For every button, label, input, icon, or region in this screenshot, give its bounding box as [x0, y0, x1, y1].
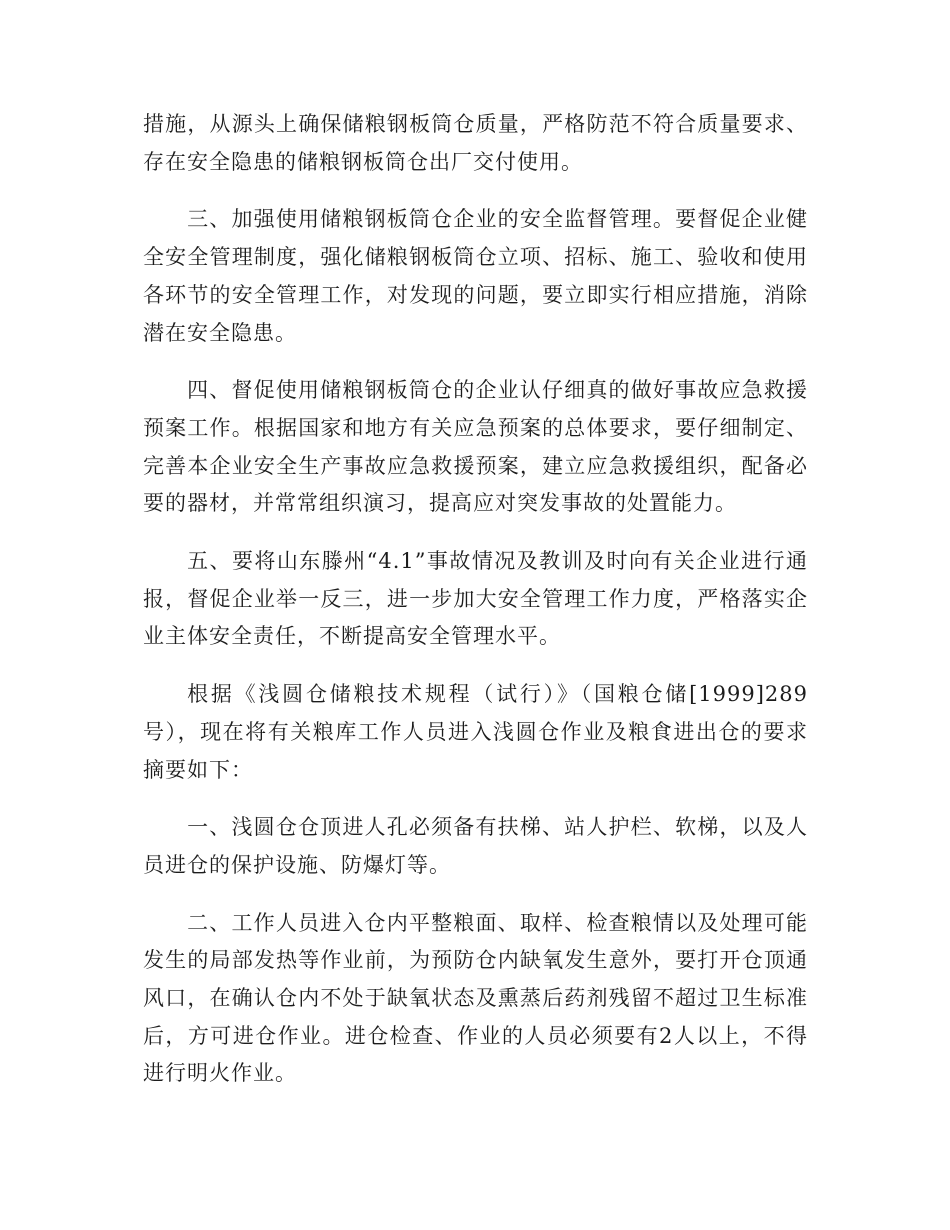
- paragraph-requirement-two: 二、工作人员进入仓内平整粮面、取样、检查粮情以及处理可能发生的局部发热等作业前，为预防仓内缺氧发生意外，要打开仓顶通风口，在确认仓内不处于缺氧状态及熏蒸后药剂残留不超过卫生标准后，方可进仓作业。进仓检查、作业的人员必须要有2人以上，不得进行明火作业。: [143, 910, 808, 1086]
- paragraph-continuation: 措施，从源头上确保储粮钢板筒仓质量，严格防范不符合质量要求、存在安全隐患的储粮钢板筒仓出厂交付使用。: [143, 112, 808, 174]
- document-body: [143, 106, 808, 1113]
- paragraph-requirement-one: 一、浅圆仓仓顶进人孔必须备有扶梯、站人护栏、软梯，以及人员进仓的保护设施、防爆灯等。: [143, 815, 808, 877]
- paragraph-item-five: 五、要将山东滕州“4.1”事故情况及教训及时向有关企业进行通报，督促企业举一反三，进一步加大安全管理工作力度，严格落实企业主体安全责任，不断提高安全管理水平。: [143, 549, 808, 649]
- paragraph-item-three: 三、加强使用储粮钢板筒仓企业的安全监督管理。要督促企业健全安全管理制度，强化储粮钢板筒仓立项、招标、施工、验收和使用各环节的安全管理工作，对发现的问题，要立即实行相应措施，消除潜在安全隐患。: [143, 207, 808, 345]
- paragraph-regulation-intro: 根据《浅圆仓储粮技术规程（试行）》（国粮仓储[1999]289号），现在将有关粮库工作人员进入浅圆仓作业及粮食进出仓的要求摘要如下：: [143, 682, 808, 782]
- paragraph-item-four: 四、督促使用储粮钢板筒仓的企业认仔细真的做好事故应急救援预案工作。根据国家和地方有关应急预案的总体要求，要仔细制定、完善本企业安全生产事故应急救援预案，建立应急救援组织，配备必要的器材，并常常组织演习，提高应对突发事故的处置能力。: [143, 378, 808, 516]
